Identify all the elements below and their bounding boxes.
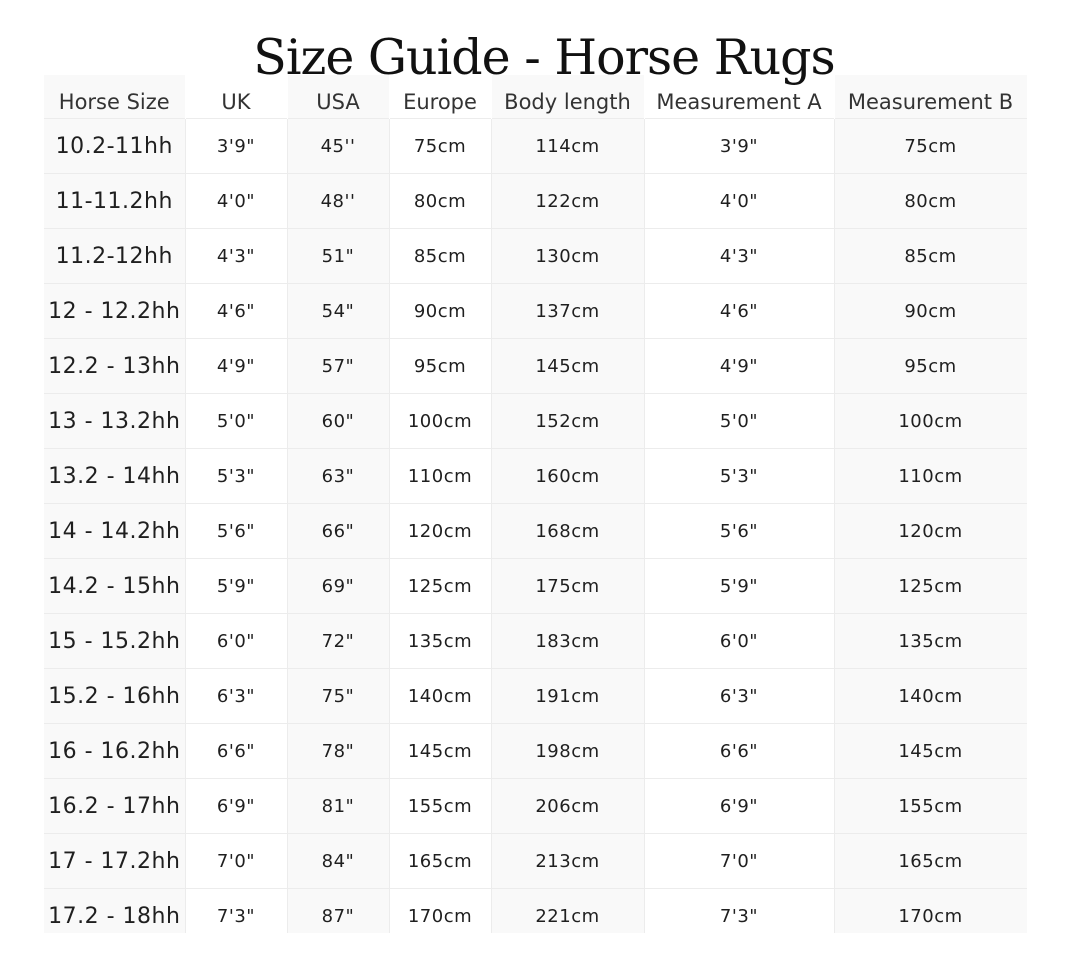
- cell-europe: 170cm: [389, 889, 491, 934]
- cell-uk: 5'9": [185, 559, 287, 614]
- cell-europe: 85cm: [389, 229, 491, 284]
- cell-usa: 63": [287, 449, 389, 504]
- cell-horse-size: 15 - 15.2hh: [44, 614, 185, 669]
- cell-uk: 5'0": [185, 394, 287, 449]
- cell-body-length: 152cm: [491, 394, 644, 449]
- cell-europe: 140cm: [389, 669, 491, 724]
- cell-horse-size: 12 - 12.2hh: [44, 284, 185, 339]
- cell-measurement-a: 6'0": [644, 614, 834, 669]
- cell-body-length: 206cm: [491, 779, 644, 834]
- cell-measurement-a: 5'0": [644, 394, 834, 449]
- cell-usa: 51": [287, 229, 389, 284]
- table-row: [44, 284, 1027, 339]
- cell-measurement-b: 90cm: [834, 284, 1027, 339]
- cell-horse-size: 14 - 14.2hh: [44, 504, 185, 559]
- cell-usa: 45'': [287, 119, 389, 174]
- cell-measurement-b: 120cm: [834, 504, 1027, 559]
- cell-usa: 87": [287, 889, 389, 934]
- cell-measurement-b: 110cm: [834, 449, 1027, 504]
- header-usa: USA: [287, 75, 389, 119]
- cell-europe: 75cm: [389, 119, 491, 174]
- cell-measurement-b: 145cm: [834, 724, 1027, 779]
- cell-measurement-b: 75cm: [834, 119, 1027, 174]
- cell-uk: 4'0": [185, 174, 287, 229]
- cell-uk: 6'6": [185, 724, 287, 779]
- header-body-length: Body length: [491, 75, 644, 119]
- cell-europe: 110cm: [389, 449, 491, 504]
- cell-usa: 66": [287, 504, 389, 559]
- cell-measurement-b: 165cm: [834, 834, 1027, 889]
- cell-europe: 90cm: [389, 284, 491, 339]
- cell-uk: 3'9": [185, 119, 287, 174]
- cell-measurement-a: 7'3": [644, 889, 834, 934]
- cell-body-length: 191cm: [491, 669, 644, 724]
- cell-uk: 6'9": [185, 779, 287, 834]
- size-table-body: [44, 119, 1027, 934]
- cell-body-length: 114cm: [491, 119, 644, 174]
- cell-measurement-b: 170cm: [834, 889, 1027, 934]
- cell-body-length: 168cm: [491, 504, 644, 559]
- header-uk: UK: [185, 75, 287, 119]
- cell-europe: 100cm: [389, 394, 491, 449]
- cell-horse-size: 12.2 - 13hh: [44, 339, 185, 394]
- cell-body-length: 175cm: [491, 559, 644, 614]
- cell-europe: 125cm: [389, 559, 491, 614]
- header-horse-size: Horse Size: [44, 75, 185, 119]
- cell-measurement-a: 4'3": [644, 229, 834, 284]
- cell-usa: 78": [287, 724, 389, 779]
- cell-body-length: 130cm: [491, 229, 644, 284]
- table-row: [44, 119, 1027, 174]
- cell-europe: 145cm: [389, 724, 491, 779]
- cell-usa: 75": [287, 669, 389, 724]
- table-row: [44, 449, 1027, 504]
- table-row: [44, 559, 1027, 614]
- table-row: [44, 724, 1027, 779]
- cell-body-length: 122cm: [491, 174, 644, 229]
- cell-usa: 60": [287, 394, 389, 449]
- cell-measurement-a: 6'6": [644, 724, 834, 779]
- cell-usa: 84": [287, 834, 389, 889]
- cell-body-length: 198cm: [491, 724, 644, 779]
- table-row: [44, 229, 1027, 284]
- cell-horse-size: 16.2 - 17hh: [44, 779, 185, 834]
- header-europe: Europe: [389, 75, 491, 119]
- cell-measurement-a: 3'9": [644, 119, 834, 174]
- cell-measurement-b: 100cm: [834, 394, 1027, 449]
- cell-europe: 95cm: [389, 339, 491, 394]
- cell-europe: 135cm: [389, 614, 491, 669]
- cell-measurement-b: 140cm: [834, 669, 1027, 724]
- cell-body-length: 137cm: [491, 284, 644, 339]
- cell-usa: 69": [287, 559, 389, 614]
- size-table-container: [44, 75, 1027, 933]
- cell-uk: 6'3": [185, 669, 287, 724]
- cell-measurement-b: 80cm: [834, 174, 1027, 229]
- cell-uk: 7'3": [185, 889, 287, 934]
- cell-horse-size: 11.2-12hh: [44, 229, 185, 284]
- cell-measurement-a: 5'9": [644, 559, 834, 614]
- cell-uk: 7'0": [185, 834, 287, 889]
- page-title: Size Guide - Horse Rugs: [253, 29, 835, 86]
- cell-measurement-a: 6'9": [644, 779, 834, 834]
- cell-europe: 165cm: [389, 834, 491, 889]
- cell-uk: 4'9": [185, 339, 287, 394]
- cell-horse-size: 13 - 13.2hh: [44, 394, 185, 449]
- cell-horse-size: 15.2 - 16hh: [44, 669, 185, 724]
- cell-horse-size: 13.2 - 14hh: [44, 449, 185, 504]
- cell-uk: 4'6": [185, 284, 287, 339]
- table-row: [44, 669, 1027, 724]
- cell-europe: 155cm: [389, 779, 491, 834]
- cell-measurement-a: 7'0": [644, 834, 834, 889]
- cell-horse-size: 14.2 - 15hh: [44, 559, 185, 614]
- cell-horse-size: 11-11.2hh: [44, 174, 185, 229]
- cell-measurement-a: 4'9": [644, 339, 834, 394]
- header-measurement-b: Measurement B: [834, 75, 1027, 119]
- header-measurement-a: Measurement A: [644, 75, 834, 119]
- cell-measurement-a: 5'3": [644, 449, 834, 504]
- cell-measurement-b: 135cm: [834, 614, 1027, 669]
- cell-europe: 80cm: [389, 174, 491, 229]
- cell-body-length: 160cm: [491, 449, 644, 504]
- cell-measurement-b: 85cm: [834, 229, 1027, 284]
- cell-measurement-a: 5'6": [644, 504, 834, 559]
- cell-measurement-a: 4'6": [644, 284, 834, 339]
- cell-body-length: 145cm: [491, 339, 644, 394]
- cell-body-length: 183cm: [491, 614, 644, 669]
- cell-horse-size: 17 - 17.2hh: [44, 834, 185, 889]
- cell-measurement-a: 4'0": [644, 174, 834, 229]
- table-row: [44, 834, 1027, 889]
- table-row: [44, 174, 1027, 229]
- cell-measurement-b: 125cm: [834, 559, 1027, 614]
- table-row: [44, 394, 1027, 449]
- table-row: [44, 779, 1027, 834]
- cell-usa: 48'': [287, 174, 389, 229]
- cell-horse-size: 17.2 - 18hh: [44, 889, 185, 934]
- cell-uk: 5'6": [185, 504, 287, 559]
- cell-horse-size: 10.2-11hh: [44, 119, 185, 174]
- cell-uk: 4'3": [185, 229, 287, 284]
- cell-measurement-a: 6'3": [644, 669, 834, 724]
- cell-usa: 57": [287, 339, 389, 394]
- cell-uk: 6'0": [185, 614, 287, 669]
- cell-usa: 72": [287, 614, 389, 669]
- cell-usa: 81": [287, 779, 389, 834]
- table-row: [44, 614, 1027, 669]
- cell-uk: 5'3": [185, 449, 287, 504]
- cell-horse-size: 16 - 16.2hh: [44, 724, 185, 779]
- cell-europe: 120cm: [389, 504, 491, 559]
- cell-measurement-b: 95cm: [834, 339, 1027, 394]
- size-table: [44, 75, 1027, 933]
- table-row: [44, 339, 1027, 394]
- cell-body-length: 221cm: [491, 889, 644, 934]
- cell-body-length: 213cm: [491, 834, 644, 889]
- table-row: [44, 504, 1027, 559]
- cell-measurement-b: 155cm: [834, 779, 1027, 834]
- cell-usa: 54": [287, 284, 389, 339]
- table-row: [44, 889, 1027, 934]
